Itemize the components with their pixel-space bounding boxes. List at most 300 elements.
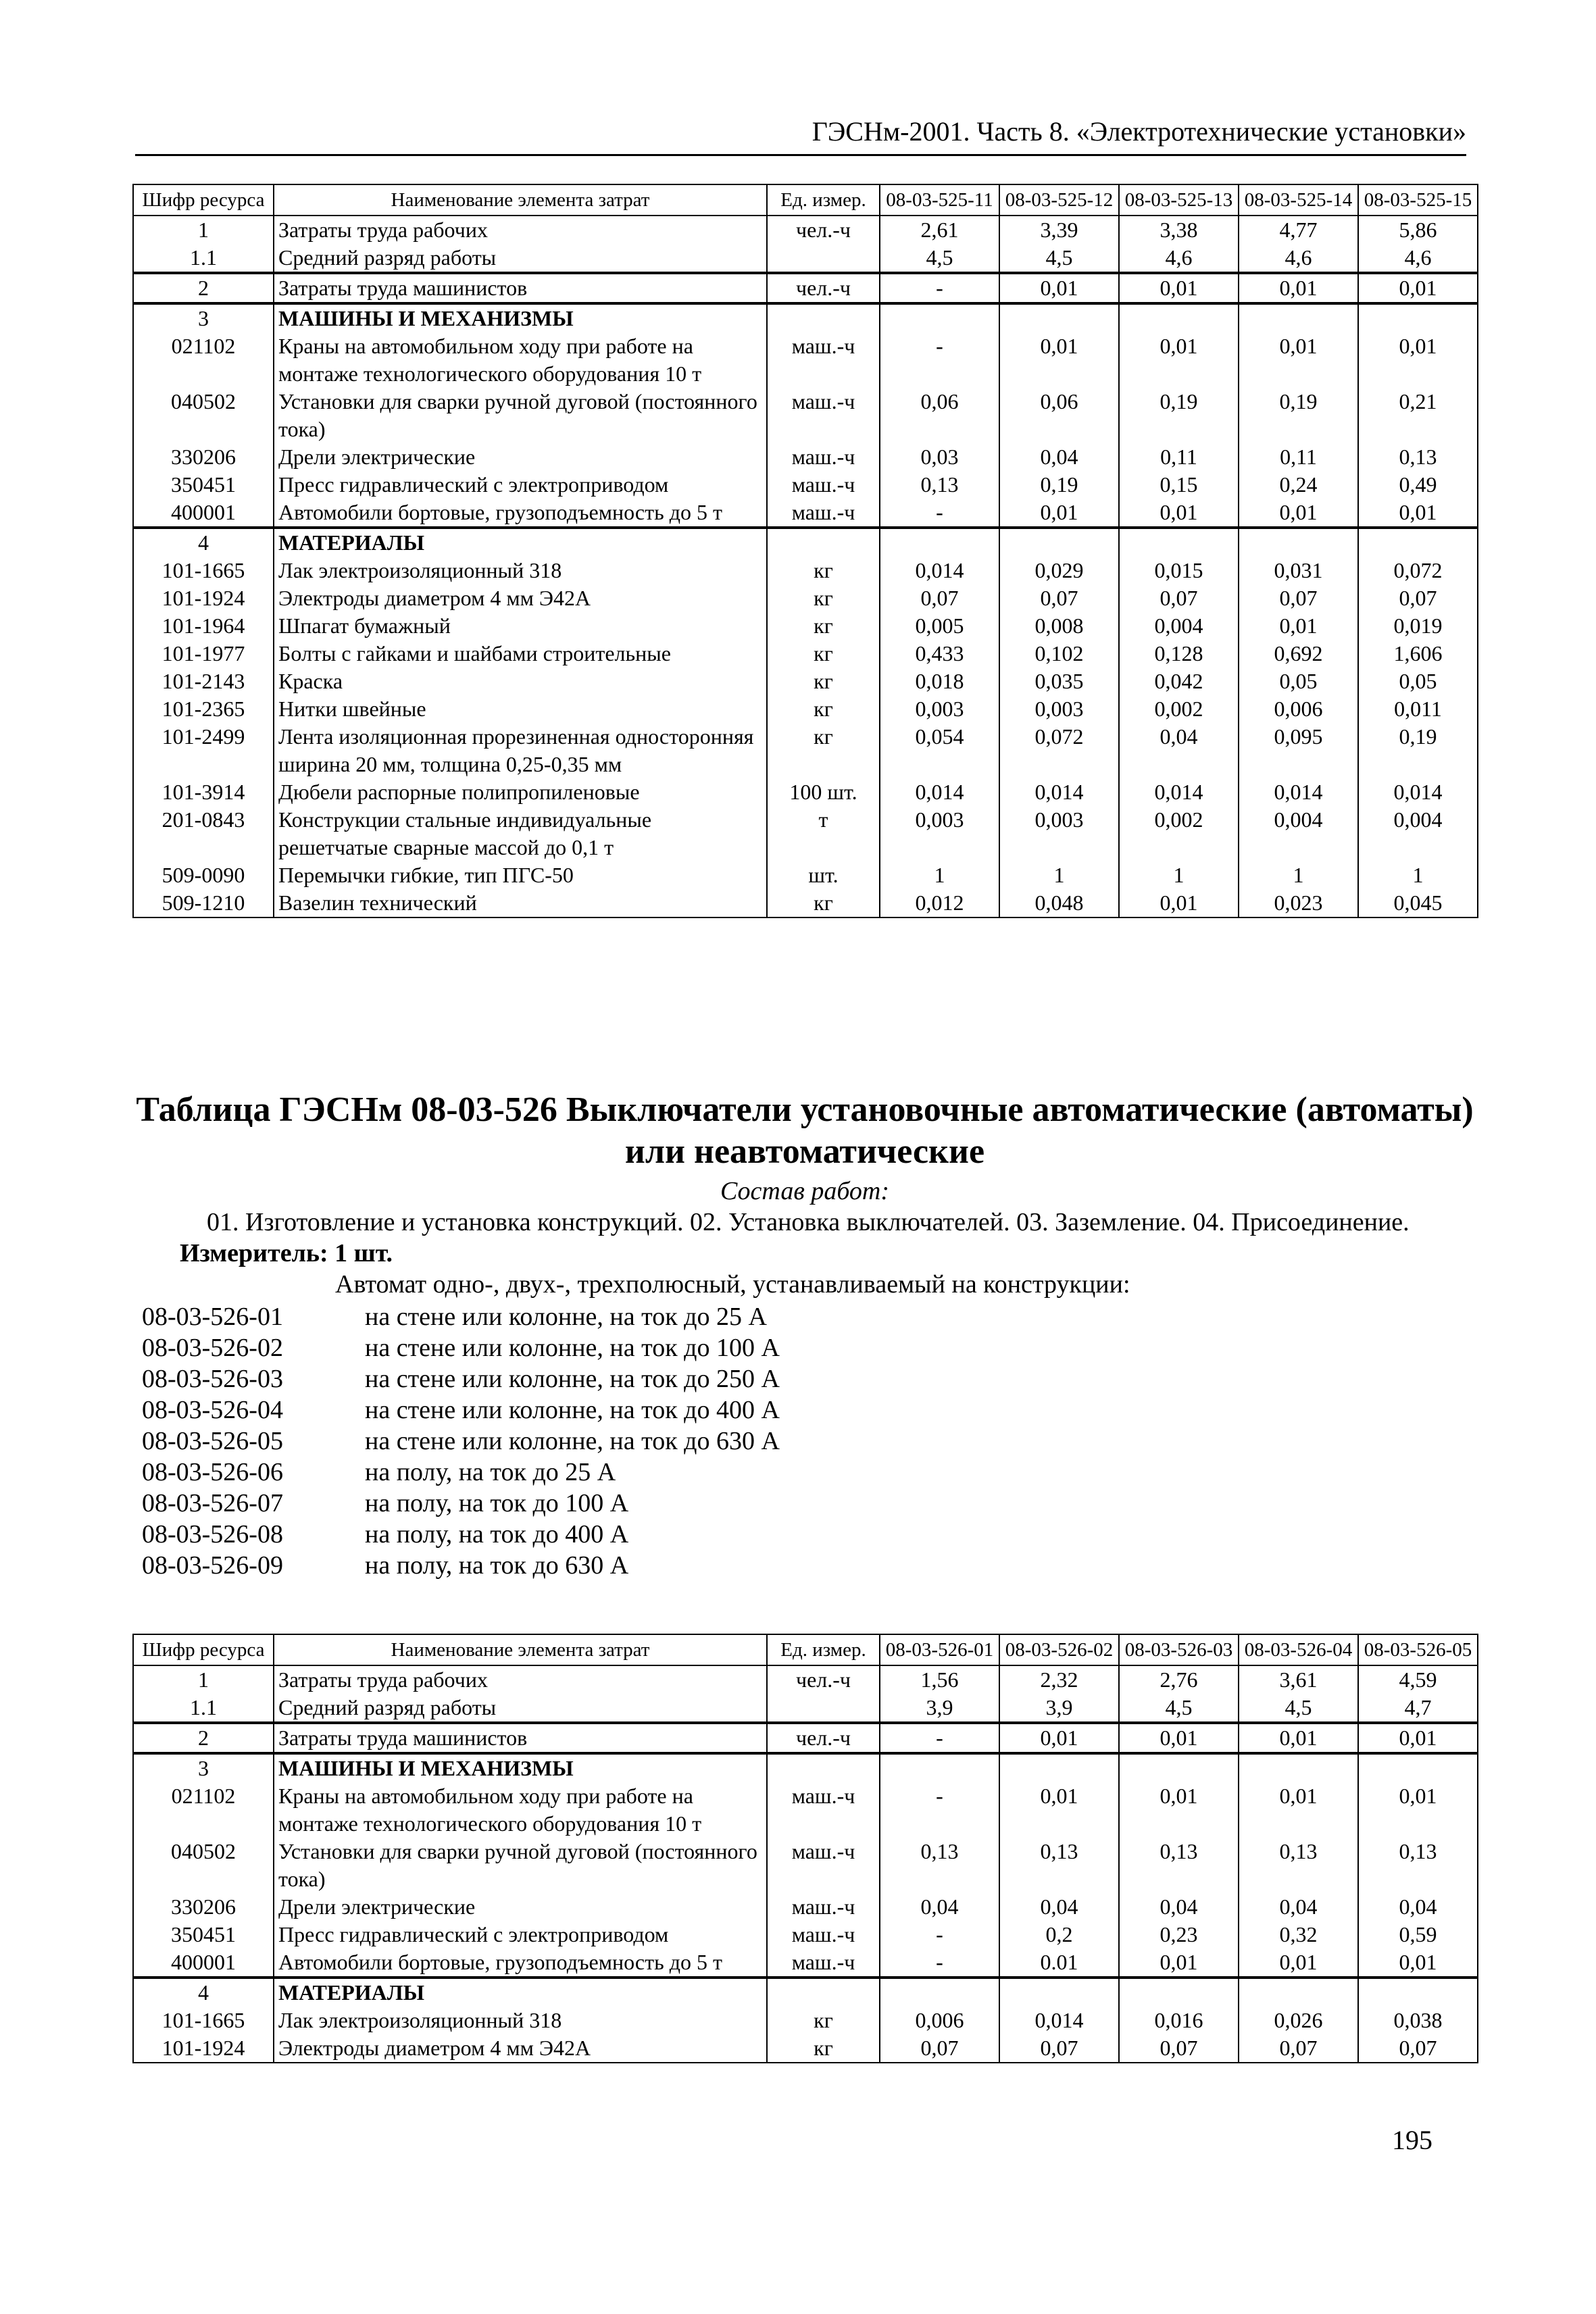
cell-code: 101-2499 bbox=[133, 723, 274, 778]
cell-code: 509-0090 bbox=[133, 861, 274, 889]
cell-value: 0,01 bbox=[1239, 612, 1358, 640]
cell-name: Установки для сварки ручной дуговой (постоянного тока) bbox=[274, 1838, 767, 1893]
cell-unit: маш.-ч bbox=[767, 388, 880, 443]
header-unit: Ед. измер. bbox=[767, 184, 880, 216]
header-col: 08-03-525-12 bbox=[999, 184, 1119, 216]
cell-value: 5,86 bbox=[1358, 216, 1478, 244]
cell-code: 021102 bbox=[133, 332, 274, 388]
cell-unit: чел.-ч bbox=[767, 1665, 880, 1694]
table-row bbox=[133, 1978, 1478, 2007]
cell-value: 1 bbox=[999, 861, 1119, 889]
cell-value: 0,01 bbox=[1239, 1948, 1358, 1978]
cell-code: 101-1977 bbox=[133, 640, 274, 668]
cell-unit: чел.-ч bbox=[767, 1723, 880, 1753]
cell-value bbox=[1119, 1753, 1239, 1782]
cell-value: 4,6 bbox=[1119, 244, 1239, 273]
row-group bbox=[133, 303, 1478, 528]
variant-text: на стене или колонне, на ток до 25 А bbox=[365, 1303, 767, 1331]
cell-value: 0,07 bbox=[1239, 2034, 1358, 2063]
table-row bbox=[133, 303, 1478, 332]
cell-value: 0,019 bbox=[1358, 612, 1478, 640]
cell-value bbox=[880, 303, 999, 332]
cell-value: 0,01 bbox=[999, 332, 1119, 388]
cell-value: 0,014 bbox=[999, 2007, 1119, 2034]
table-row bbox=[133, 584, 1478, 612]
cell-section-title: МАШИНЫ И МЕХАНИЗМЫ bbox=[274, 1753, 767, 1782]
cell-name: Лента изоляционная прорезиненная односторонняя ширина 20 мм, толщина 0,25-0,35 мм bbox=[274, 723, 767, 778]
cell-name: Краны на автомобильном ходу при работе на монтаже технологического оборудования 10 т bbox=[274, 332, 767, 388]
cell-value: 1,606 bbox=[1358, 640, 1478, 668]
cell-value: 0,003 bbox=[880, 806, 999, 861]
cell-value: 0,01 bbox=[1239, 332, 1358, 388]
cell-value: 0,072 bbox=[1358, 557, 1478, 584]
cell-value bbox=[999, 528, 1119, 557]
cell-value: 0,23 bbox=[1119, 1921, 1239, 1948]
table-row bbox=[133, 778, 1478, 806]
cell-value: 0,004 bbox=[1239, 806, 1358, 861]
table-row bbox=[133, 806, 1478, 861]
cell-code: 040502 bbox=[133, 388, 274, 443]
cell-name: Автомобили бортовые, грузоподъемность до 5 т bbox=[274, 499, 767, 528]
header-col: 08-03-525-13 bbox=[1119, 184, 1239, 216]
cell-name: Электроды диаметром 4 мм Э42А bbox=[274, 584, 767, 612]
cell-value: 0,11 bbox=[1239, 443, 1358, 471]
cell-value: 0,04 bbox=[999, 1893, 1119, 1921]
cell-value: 0,433 bbox=[880, 640, 999, 668]
cell-value: 0,06 bbox=[880, 388, 999, 443]
cell-code: 201-0843 bbox=[133, 806, 274, 861]
table-row bbox=[133, 640, 1478, 668]
header-code: Шифр ресурса bbox=[133, 1634, 274, 1665]
cell-unit: маш.-ч bbox=[767, 443, 880, 471]
cell-value: 4,77 bbox=[1239, 216, 1358, 244]
variant-item bbox=[132, 1363, 1477, 1394]
row-group bbox=[133, 1753, 1478, 1978]
cell-value: 3,9 bbox=[880, 1694, 999, 1723]
table-row bbox=[133, 1838, 1478, 1893]
cell-unit: чел.-ч bbox=[767, 216, 880, 244]
cell-name: Установки для сварки ручной дуговой (постоянного тока) bbox=[274, 388, 767, 443]
cell-value: 0,13 bbox=[880, 471, 999, 499]
cell-value: 0,59 bbox=[1358, 1921, 1478, 1948]
cell-value: 0,11 bbox=[1119, 443, 1239, 471]
cell-value: 0,06 bbox=[999, 388, 1119, 443]
cell-value: 0,014 bbox=[880, 557, 999, 584]
cell-unit: кг bbox=[767, 695, 880, 723]
cell-code: 2 bbox=[133, 1723, 274, 1753]
header-name: Наименование элемента затрат bbox=[274, 184, 767, 216]
cell-value: - bbox=[880, 1948, 999, 1978]
cell-value: 0,01 bbox=[1119, 1782, 1239, 1838]
cell-value: 4,5 bbox=[999, 244, 1119, 273]
cell-value: 4,6 bbox=[1358, 244, 1478, 273]
cell-value: - bbox=[880, 1921, 999, 1948]
cell-value: 0,07 bbox=[880, 584, 999, 612]
cell-code: 400001 bbox=[133, 499, 274, 528]
cell-value: 0,018 bbox=[880, 668, 999, 695]
cell-unit: кг bbox=[767, 640, 880, 668]
cell-unit: т bbox=[767, 806, 880, 861]
header-col: 08-03-526-01 bbox=[880, 1634, 999, 1665]
cell-value: 4,7 bbox=[1358, 1694, 1478, 1723]
cell-value: 0,014 bbox=[1239, 778, 1358, 806]
cell-value: 0,01 bbox=[1239, 1723, 1358, 1753]
cell-value bbox=[1358, 303, 1478, 332]
work-composition bbox=[132, 1176, 1477, 1581]
cell-value: 0,042 bbox=[1119, 668, 1239, 695]
variant-code: 08-03-526-04 bbox=[142, 1396, 283, 1424]
cell-code: 3 bbox=[133, 303, 274, 332]
variant-code: 08-03-526-07 bbox=[142, 1489, 283, 1517]
cell-unit bbox=[767, 1694, 880, 1723]
cell-value: 0,008 bbox=[999, 612, 1119, 640]
variant-item bbox=[132, 1394, 1477, 1426]
cell-value: 0,13 bbox=[1239, 1838, 1358, 1893]
table-row bbox=[133, 244, 1478, 273]
cell-value: 0,01 bbox=[999, 1782, 1119, 1838]
cell-value: 0,19 bbox=[1119, 388, 1239, 443]
cell-value: 0,13 bbox=[1119, 1838, 1239, 1893]
variant-item bbox=[132, 1488, 1477, 1519]
cell-value: 2,61 bbox=[880, 216, 999, 244]
table-row bbox=[133, 216, 1478, 244]
table-row bbox=[133, 1753, 1478, 1782]
cell-value: 0,07 bbox=[1239, 584, 1358, 612]
cell-value: 0,006 bbox=[880, 2007, 999, 2034]
cell-value: 0,01 bbox=[999, 273, 1119, 303]
cell-value: 3,61 bbox=[1239, 1665, 1358, 1694]
cell-name: Нитки швейные bbox=[274, 695, 767, 723]
cell-unit: кг bbox=[767, 584, 880, 612]
cell-value: 0,006 bbox=[1239, 695, 1358, 723]
table-row bbox=[133, 723, 1478, 778]
variant-code: 08-03-526-08 bbox=[142, 1520, 283, 1549]
variant-code: 08-03-526-01 bbox=[142, 1303, 283, 1331]
cell-unit: кг bbox=[767, 2007, 880, 2034]
cell-code: 101-2365 bbox=[133, 695, 274, 723]
table-row bbox=[133, 528, 1478, 557]
cell-value bbox=[880, 1753, 999, 1782]
cell-unit: кг bbox=[767, 723, 880, 778]
cell-name: Автомобили бортовые, грузоподъемность до 5 т bbox=[274, 1948, 767, 1978]
cell-value: 0,016 bbox=[1119, 2007, 1239, 2034]
cell-value: 0,692 bbox=[1239, 640, 1358, 668]
cell-value bbox=[1119, 303, 1239, 332]
table-row bbox=[133, 1921, 1478, 1948]
cell-value: 0,004 bbox=[1119, 612, 1239, 640]
resource-table-526 bbox=[132, 1634, 1478, 2063]
variant-text: на стене или колонне, на ток до 630 А bbox=[365, 1427, 780, 1455]
cell-unit: чел.-ч bbox=[767, 273, 880, 303]
cell-unit: кг bbox=[767, 557, 880, 584]
cell-unit: 100 шт. bbox=[767, 778, 880, 806]
cell-value: 0,031 bbox=[1239, 557, 1358, 584]
table-row bbox=[133, 388, 1478, 443]
cell-value: 1 bbox=[1358, 861, 1478, 889]
variant-description: Автомат одно-, двух-, трехполюсный, устанавливаемый на конструкции: bbox=[335, 1270, 1130, 1299]
header-code: Шифр ресурса bbox=[133, 184, 274, 216]
cell-value bbox=[1239, 1753, 1358, 1782]
cell-code: 021102 bbox=[133, 1782, 274, 1838]
cell-value: 0,07 bbox=[1119, 584, 1239, 612]
cell-value: - bbox=[880, 1782, 999, 1838]
cell-value: 0,04 bbox=[1119, 723, 1239, 778]
cell-value: 2,32 bbox=[999, 1665, 1119, 1694]
cell-value: 1,56 bbox=[880, 1665, 999, 1694]
table-row bbox=[133, 1665, 1478, 1694]
cell-code: 040502 bbox=[133, 1838, 274, 1893]
variant-item bbox=[132, 1519, 1477, 1550]
cell-name: Средний разряд работы bbox=[274, 1694, 767, 1723]
cell-code: 101-3914 bbox=[133, 778, 274, 806]
header-col: 08-03-526-02 bbox=[999, 1634, 1119, 1665]
cell-value: 0,128 bbox=[1119, 640, 1239, 668]
cell-value: 0,01 bbox=[1358, 332, 1478, 388]
cell-value: 0,24 bbox=[1239, 471, 1358, 499]
cell-unit bbox=[767, 303, 880, 332]
cell-value bbox=[1358, 528, 1478, 557]
variant-item bbox=[132, 1301, 1477, 1332]
cell-value: 0,005 bbox=[880, 612, 999, 640]
cell-code: 330206 bbox=[133, 1893, 274, 1921]
header-col: 08-03-525-14 bbox=[1239, 184, 1358, 216]
composition-heading: Состав работ: bbox=[720, 1177, 890, 1205]
table-row bbox=[133, 1948, 1478, 1978]
cell-value bbox=[880, 1978, 999, 2007]
cell-value: 0,32 bbox=[1239, 1921, 1358, 1948]
cell-name: Пресс гидравлический с электроприводом bbox=[274, 471, 767, 499]
cell-name: Болты с гайками и шайбами строительные bbox=[274, 640, 767, 668]
cell-value: 0,003 bbox=[880, 695, 999, 723]
cell-value: 0,49 bbox=[1358, 471, 1478, 499]
cell-name: Конструкции стальные индивидуальные решетчатые сварные массой до 0,1 т bbox=[274, 806, 767, 861]
cell-code: 3 bbox=[133, 1753, 274, 1782]
cell-value: 0,07 bbox=[1358, 584, 1478, 612]
cell-value bbox=[1358, 1753, 1478, 1782]
cell-code: 509-1210 bbox=[133, 889, 274, 917]
cell-value: 0,01 bbox=[1119, 1723, 1239, 1753]
variant-code: 08-03-526-06 bbox=[142, 1458, 283, 1486]
cell-value: 0,19 bbox=[999, 471, 1119, 499]
cell-unit bbox=[767, 244, 880, 273]
cell-value bbox=[1239, 1978, 1358, 2007]
cell-value: 0,2 bbox=[999, 1921, 1119, 1948]
cell-code: 400001 bbox=[133, 1948, 274, 1978]
cell-unit: маш.-ч bbox=[767, 1782, 880, 1838]
cell-value: 0,07 bbox=[880, 2034, 999, 2063]
table-row bbox=[133, 1893, 1478, 1921]
cell-value: 0,03 bbox=[880, 443, 999, 471]
cell-value: 0,01 bbox=[1239, 273, 1358, 303]
variant-text: на полу, на ток до 25 А bbox=[365, 1458, 616, 1486]
variant-code: 08-03-526-05 bbox=[142, 1427, 283, 1455]
variant-text: на полу, на ток до 400 А bbox=[365, 1520, 629, 1549]
cell-value: 0,15 bbox=[1119, 471, 1239, 499]
cell-value: 0,01 bbox=[1239, 499, 1358, 528]
variant-text: на стене или колонне, на ток до 250 А bbox=[365, 1365, 780, 1393]
variant-text: на полу, на ток до 100 А bbox=[365, 1489, 629, 1517]
row-group bbox=[133, 528, 1478, 917]
page-number: 195 bbox=[1392, 2125, 1432, 2155]
cell-unit: кг bbox=[767, 2034, 880, 2063]
cell-value: 0,048 bbox=[999, 889, 1119, 917]
cell-value: 4,59 bbox=[1358, 1665, 1478, 1694]
cell-value: 0,21 bbox=[1358, 388, 1478, 443]
cell-value: 0,04 bbox=[1239, 1893, 1358, 1921]
cell-value: 3,39 bbox=[999, 216, 1119, 244]
variant-code: 08-03-526-03 bbox=[142, 1365, 283, 1393]
header-col: 08-03-526-04 bbox=[1239, 1634, 1358, 1665]
cell-code: 101-1924 bbox=[133, 584, 274, 612]
cell-value: 0,054 bbox=[880, 723, 999, 778]
composition-text: 01. Изготовление и установка конструкций. 02. Установка выключателей. 03. Заземление. 04. Присоединение. bbox=[207, 1208, 1410, 1236]
cell-name: Шпагат бумажный bbox=[274, 612, 767, 640]
table-row bbox=[133, 332, 1478, 388]
cell-value: 0,095 bbox=[1239, 723, 1358, 778]
cell-value: - bbox=[880, 1723, 999, 1753]
cell-value: 0,045 bbox=[1358, 889, 1478, 917]
cell-value: - bbox=[880, 332, 999, 388]
cell-value: 0,13 bbox=[1358, 443, 1478, 471]
cell-value: 0,011 bbox=[1358, 695, 1478, 723]
cell-value: 0,13 bbox=[1358, 1838, 1478, 1893]
cell-value: 0,01 bbox=[1358, 1948, 1478, 1978]
cell-value: 0,023 bbox=[1239, 889, 1358, 917]
cell-code: 1 bbox=[133, 1665, 274, 1694]
cell-value: 0,038 bbox=[1358, 2007, 1478, 2034]
cell-code: 101-1924 bbox=[133, 2034, 274, 2063]
measure-unit: Измеритель: 1 шт. bbox=[180, 1239, 393, 1267]
cell-value: 0,04 bbox=[1119, 1893, 1239, 1921]
cell-value bbox=[1239, 528, 1358, 557]
cell-value: 0,029 bbox=[999, 557, 1119, 584]
header-col: 08-03-525-15 bbox=[1358, 184, 1478, 216]
cell-value: 0,003 bbox=[999, 695, 1119, 723]
row-group bbox=[133, 273, 1478, 303]
variant-text: на стене или колонне, на ток до 400 А bbox=[365, 1396, 780, 1424]
cell-value: - bbox=[880, 499, 999, 528]
cell-name: Дрели электрические bbox=[274, 443, 767, 471]
resource-table-525 bbox=[132, 184, 1478, 918]
variant-text: на стене или колонне, на ток до 100 А bbox=[365, 1334, 780, 1362]
cell-value: 0,072 bbox=[999, 723, 1119, 778]
cell-code: 4 bbox=[133, 1978, 274, 2007]
cell-name: Перемычки гибкие, тип ПГС-50 bbox=[274, 861, 767, 889]
cell-value bbox=[880, 528, 999, 557]
cell-value: 0,04 bbox=[999, 443, 1119, 471]
cell-value: 0,13 bbox=[880, 1838, 999, 1893]
cell-value: 0,014 bbox=[999, 778, 1119, 806]
cell-value: 0,002 bbox=[1119, 695, 1239, 723]
variant-text: на полу, на ток до 630 А bbox=[365, 1551, 629, 1580]
variant-item bbox=[132, 1550, 1477, 1581]
cell-value: 4,5 bbox=[1119, 1694, 1239, 1723]
cell-value: 3,38 bbox=[1119, 216, 1239, 244]
cell-value bbox=[1239, 303, 1358, 332]
cell-value: 0,01 bbox=[1358, 273, 1478, 303]
table-row bbox=[133, 1782, 1478, 1838]
cell-value: 0,01 bbox=[1358, 499, 1478, 528]
cell-value bbox=[999, 1978, 1119, 2007]
table-row bbox=[133, 668, 1478, 695]
row-group bbox=[133, 1978, 1478, 2063]
cell-value: 0,01 bbox=[1119, 273, 1239, 303]
cell-code: 101-1964 bbox=[133, 612, 274, 640]
cell-value: 0,13 bbox=[999, 1838, 1119, 1893]
table-row bbox=[133, 443, 1478, 471]
cell-code: 1.1 bbox=[133, 1694, 274, 1723]
cell-unit bbox=[767, 528, 880, 557]
cell-name: Лак электроизоляционный 318 bbox=[274, 557, 767, 584]
cell-value: 4,6 bbox=[1239, 244, 1358, 273]
cell-value: 0,01 bbox=[999, 499, 1119, 528]
variant-item bbox=[132, 1332, 1477, 1363]
cell-unit: шт. bbox=[767, 861, 880, 889]
cell-unit bbox=[767, 1753, 880, 1782]
cell-value: 0,003 bbox=[999, 806, 1119, 861]
table-row bbox=[133, 557, 1478, 584]
cell-code: 101-1665 bbox=[133, 2007, 274, 2034]
cell-value: 0,014 bbox=[880, 778, 999, 806]
cell-value: 0,07 bbox=[999, 2034, 1119, 2063]
table-row bbox=[133, 2007, 1478, 2034]
table-row bbox=[133, 612, 1478, 640]
variant-item bbox=[132, 1426, 1477, 1457]
header-col: 08-03-526-05 bbox=[1358, 1634, 1478, 1665]
cell-name: Средний разряд работы bbox=[274, 244, 767, 273]
cell-value: 0,014 bbox=[1358, 778, 1478, 806]
cell-value bbox=[999, 303, 1119, 332]
cell-value: 0,004 bbox=[1358, 806, 1478, 861]
cell-value: 0,002 bbox=[1119, 806, 1239, 861]
cell-value: 0,01 bbox=[1358, 1782, 1478, 1838]
row-group bbox=[133, 216, 1478, 273]
cell-value: 0,04 bbox=[1358, 1893, 1478, 1921]
cell-name: Электроды диаметром 4 мм Э42А bbox=[274, 2034, 767, 2063]
cell-value: 4,5 bbox=[880, 244, 999, 273]
cell-code: 350451 bbox=[133, 1921, 274, 1948]
cell-value: 1 bbox=[1239, 861, 1358, 889]
table-header-row bbox=[133, 1634, 1478, 1665]
table-row bbox=[133, 2034, 1478, 2063]
cell-value: 0,05 bbox=[1239, 668, 1358, 695]
header-name: Наименование элемента затрат bbox=[274, 1634, 767, 1665]
cell-value: 0,04 bbox=[880, 1893, 999, 1921]
cell-name: Затраты труда машинистов bbox=[274, 273, 767, 303]
table-row bbox=[133, 1694, 1478, 1723]
cell-name: Затраты труда рабочих bbox=[274, 216, 767, 244]
cell-value: 0,01 bbox=[1119, 499, 1239, 528]
cell-section-title: МАТЕРИАЛЫ bbox=[274, 528, 767, 557]
cell-value: 3,9 bbox=[999, 1694, 1119, 1723]
table-title: Таблица ГЭСНм 08-03-526 Выключатели установочные автоматические (автоматы) или неавтоматические bbox=[136, 1090, 1474, 1171]
cell-value: 0,035 bbox=[999, 668, 1119, 695]
table-row bbox=[133, 861, 1478, 889]
table-row bbox=[133, 695, 1478, 723]
cell-code: 350451 bbox=[133, 471, 274, 499]
cell-value: 2,76 bbox=[1119, 1665, 1239, 1694]
cell-value: 0,01 bbox=[1119, 889, 1239, 917]
variant-item bbox=[132, 1457, 1477, 1488]
cell-value: 4,5 bbox=[1239, 1694, 1358, 1723]
cell-value: 0,012 bbox=[880, 889, 999, 917]
cell-value: 0,07 bbox=[1358, 2034, 1478, 2063]
header-col: 08-03-525-11 bbox=[880, 184, 999, 216]
cell-code: 1.1 bbox=[133, 244, 274, 273]
row-group bbox=[133, 1665, 1478, 1723]
cell-value: 0,015 bbox=[1119, 557, 1239, 584]
cell-value: 0,01 bbox=[999, 1723, 1119, 1753]
